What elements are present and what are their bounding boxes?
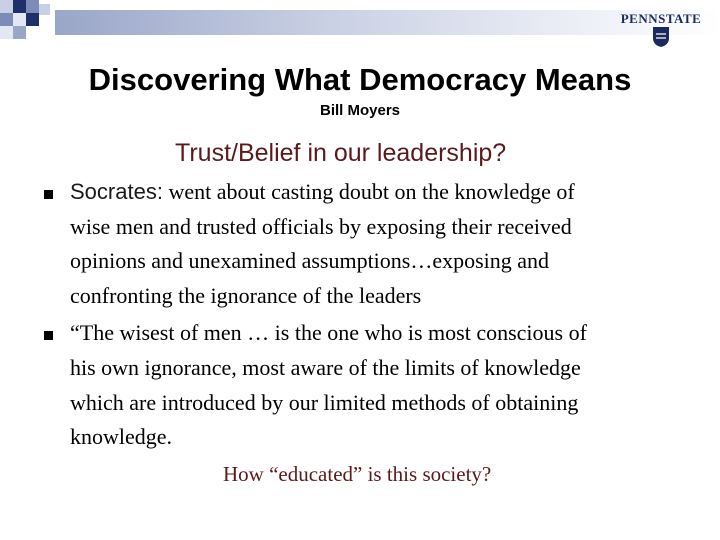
decor-square [26, 0, 39, 13]
decor-square [13, 13, 26, 26]
bullet-1-lead: Socrates: [70, 179, 163, 204]
decor-square [13, 0, 26, 13]
bullet-marker [44, 331, 53, 340]
logo-wordmark: PENNSTATE [620, 11, 702, 26]
bullet-1-line-2: wise men and trusted officials by exposing their received [70, 214, 572, 239]
bullet-2-line-3: which are introduced by our limited methods of obtaining [70, 390, 579, 415]
bullet-1-line-4: confronting the ignorance of the leaders [70, 283, 422, 308]
slide-title: Discovering What Democracy Means [88, 62, 632, 97]
decor-square [13, 26, 26, 39]
bullet-2-line-4: knowledge. [70, 424, 173, 449]
bullet-2-line-1: “The wisest of men … is the one who is most conscious of [70, 320, 587, 345]
bullet-1-text: went about casting doubt on the knowledge of [168, 179, 575, 204]
slide-heading: Trust/Belief in our leadership? [175, 139, 507, 167]
closing-question: How “educated” is this society? [223, 462, 492, 486]
bullet-2-line-2: his own ignorance, most aware of the limits of knowledge [70, 355, 581, 380]
bullet-marker [44, 190, 53, 199]
decor-square [39, 4, 50, 15]
decor-square [0, 13, 13, 26]
slide-author: Bill Moyers [319, 102, 401, 119]
decor-square [26, 13, 39, 26]
bullet-1-line-1 [70, 179, 575, 205]
decor-square [0, 0, 13, 13]
bullet-1-line-3: opinions and unexamined assumptions…exposing and [70, 248, 550, 273]
pennstate-logo [612, 11, 710, 53]
decor-square [0, 26, 13, 39]
shield-icon [652, 26, 670, 48]
